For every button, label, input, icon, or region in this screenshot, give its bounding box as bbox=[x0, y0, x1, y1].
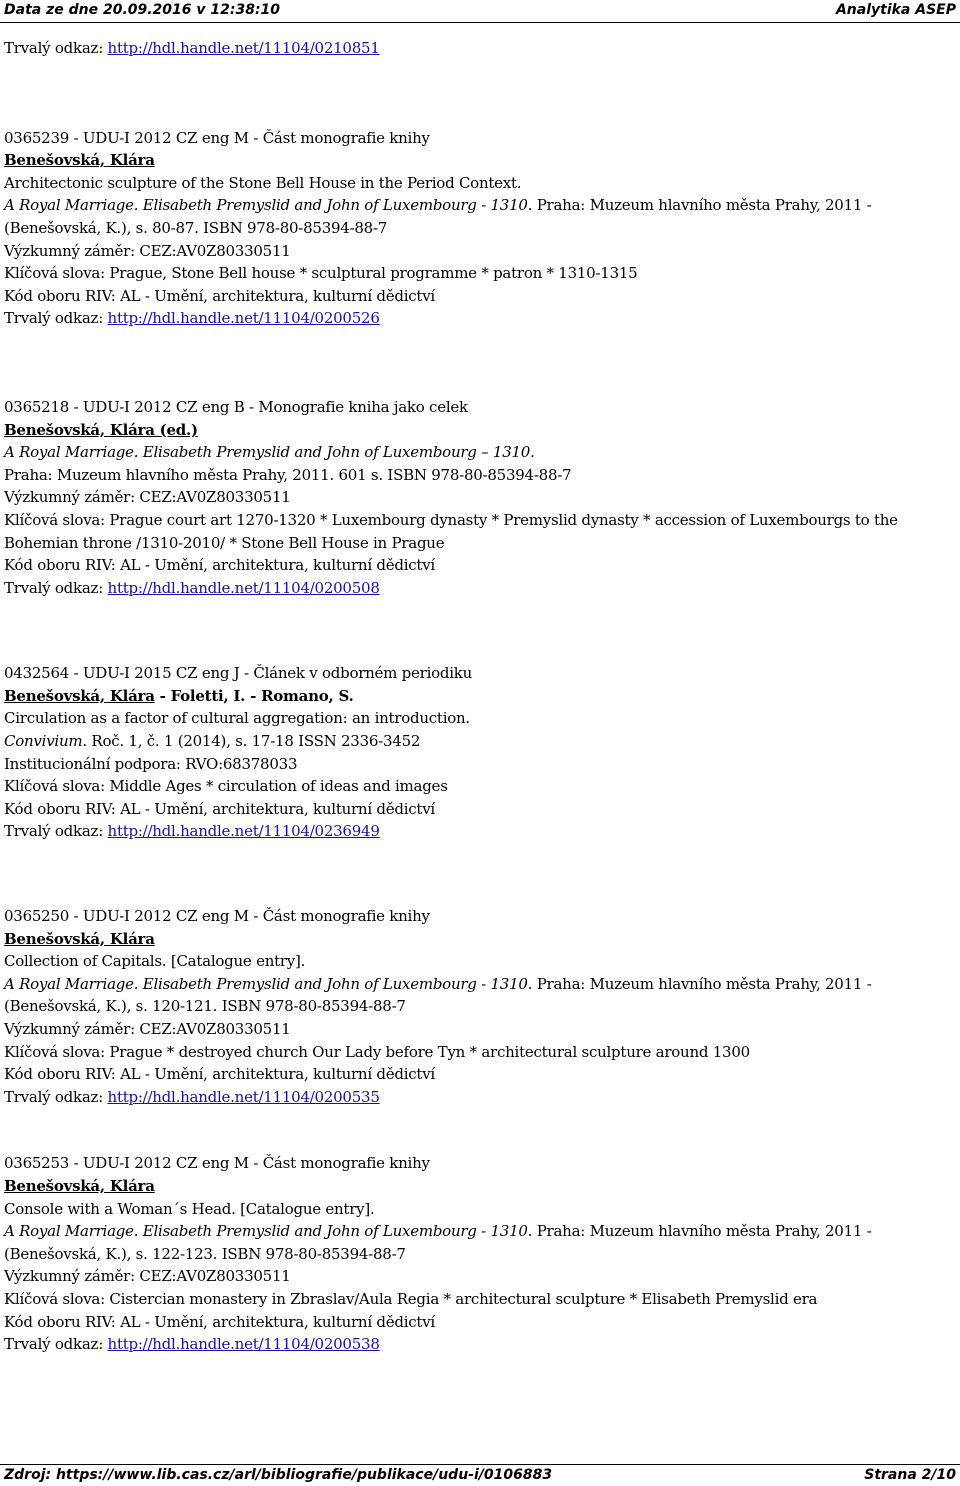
page-number: Strana 2/10 bbox=[864, 1467, 956, 1483]
bibliography-list bbox=[4, 37, 956, 1356]
record-title: Collection of Capitals. [Catalogue entry]. bbox=[4, 952, 306, 971]
permalink-url[interactable]: http://hdl.handle.net/11104/0200538 bbox=[107, 1335, 380, 1354]
record-keywords: Klíčová slova: Middle Ages * circulation of ideas and images bbox=[4, 777, 448, 796]
record-title: Console with a Woman´s Head. [Catalogue entry]. bbox=[4, 1199, 375, 1218]
permalink-url[interactable]: http://hdl.handle.net/11104/0200526 bbox=[107, 309, 380, 328]
permalink-line bbox=[4, 307, 956, 330]
bibliography-record bbox=[4, 127, 956, 330]
permalink-line bbox=[4, 1333, 956, 1356]
record-riv: Kód oboru RIV: AL - Umění, architektura, kulturní dědictví bbox=[4, 286, 435, 305]
permalink-label: Trvalý odkaz: bbox=[4, 39, 104, 57]
permalink-url[interactable]: http://hdl.handle.net/11104/0210851 bbox=[107, 39, 380, 57]
record-author: Benešovská, Klára (ed.) bbox=[4, 420, 198, 439]
record-keywords: Klíčová slova: Prague * destroyed church Our Lady before Tyn * architectural sculpture around 1300 bbox=[4, 1042, 750, 1061]
bibliography-record bbox=[4, 1152, 956, 1355]
permalink-line bbox=[4, 1086, 956, 1109]
bibliography-record bbox=[4, 905, 956, 1108]
record-keywords: Klíčová slova: Cistercian monastery in Zbraslav/Aula Regia * architectural sculpture * Elisabeth Premyslid era bbox=[4, 1289, 818, 1308]
record-id: 0365218 - UDU-I 2012 CZ eng B - Monografie kniha jako celek bbox=[4, 397, 468, 416]
record-source-cont: (Benešovská, K.), s. 80-87. ISBN 978-80-85394-88-7 bbox=[4, 218, 388, 237]
record-keywords: Klíčová slova: Prague, Stone Bell house * sculptural programme * patron * 1310-1315 bbox=[4, 264, 638, 283]
record-project: Výzkumný záměr: CEZ:AV0Z80330511 bbox=[4, 488, 291, 507]
record-id: 0365239 - UDU-I 2012 CZ eng M - Část monografie knihy bbox=[4, 128, 430, 147]
record-support: Institucionální podpora: RVO:68378033 bbox=[4, 754, 298, 773]
permalink-line bbox=[4, 37, 956, 60]
record-author: Benešovská, Klára bbox=[4, 686, 155, 705]
export-date: Data ze dne 20.09.2016 v 12:38:10 bbox=[4, 2, 281, 18]
record-riv: Kód oboru RIV: AL - Umění, architektura, kulturní dědictví bbox=[4, 1065, 435, 1084]
record-source: A Royal Marriage. Elisabeth Premyslid and John of Luxembourg - 1310. Praha: Muzeum hlavního města Prahy, 2011 - bbox=[4, 196, 872, 215]
record-keywords-cont: Bohemian throne /1310-2010/ * Stone Bell House in Prague bbox=[4, 533, 445, 552]
record-id: 0365253 - UDU-I 2012 CZ eng M - Část monografie knihy bbox=[4, 1154, 430, 1173]
record-source: A Royal Marriage. Elisabeth Premyslid and John of Luxembourg - 1310. Praha: Muzeum hlavního města Prahy, 2011 - bbox=[4, 974, 872, 993]
record-riv: Kód oboru RIV: AL - Umění, architektura, kulturní dědictví bbox=[4, 1312, 435, 1331]
permalink-url[interactable]: http://hdl.handle.net/11104/0236949 bbox=[107, 822, 380, 841]
record-project: Výzkumný záměr: CEZ:AV0Z80330511 bbox=[4, 1020, 291, 1038]
bibliography-record bbox=[4, 396, 956, 599]
record-publication: Praha: Muzeum hlavního města Prahy, 2011. 601 s. ISBN 978-80-85394-88-7 bbox=[4, 465, 572, 484]
page-footer bbox=[0, 1464, 960, 1486]
permalink-label: Trvalý odkaz: bbox=[4, 1335, 104, 1354]
record-riv: Kód oboru RIV: AL - Umění, architektura, kulturní dědictví bbox=[4, 556, 435, 575]
record-author: Benešovská, Klára bbox=[4, 929, 155, 948]
record-id: 0432564 - UDU-I 2015 CZ eng J - Článek v odborném periodiku bbox=[4, 664, 473, 683]
record-title: Circulation as a factor of cultural aggregation: an introduction. bbox=[4, 709, 470, 728]
record-title: Architectonic sculpture of the Stone Bell House in the Period Context. bbox=[4, 173, 522, 192]
permalink-url[interactable]: http://hdl.handle.net/11104/0200535 bbox=[107, 1087, 380, 1106]
record-author: Benešovská, Klára bbox=[4, 1176, 155, 1195]
report-name: Analytika ASEP bbox=[835, 2, 956, 18]
permalink-line bbox=[4, 820, 956, 843]
record-project: Výzkumný záměr: CEZ:AV0Z80330511 bbox=[4, 241, 291, 260]
source-url: Zdroj: https://www.lib.cas.cz/arl/bibliografie/publikace/udu-i/0106883 bbox=[4, 1467, 553, 1483]
record-project: Výzkumný záměr: CEZ:AV0Z80330511 bbox=[4, 1267, 291, 1286]
record-journal: Convivium. Roč. 1, č. 1 (2014), s. 17-18 ISSN 2336-3452 bbox=[4, 732, 421, 751]
permalink-label: Trvalý odkaz: bbox=[4, 309, 104, 328]
permalink-label: Trvalý odkaz: bbox=[4, 578, 104, 597]
record-riv: Kód oboru RIV: AL - Umění, architektura, kulturní dědictví bbox=[4, 799, 435, 818]
record-id: 0365250 - UDU-I 2012 CZ eng M - Část monografie knihy bbox=[4, 907, 430, 926]
record-author: Benešovská, Klára bbox=[4, 151, 155, 170]
record-coauthors: - Foletti, I. - Romano, S. bbox=[154, 686, 354, 705]
record-title: A Royal Marriage. Elisabeth Premyslid and John of Luxembourg – 1310. bbox=[4, 443, 535, 462]
permalink-label: Trvalý odkaz: bbox=[4, 822, 104, 841]
permalink-line bbox=[4, 577, 956, 600]
permalink-label: Trvalý odkaz: bbox=[4, 1087, 104, 1106]
record-source: A Royal Marriage. Elisabeth Premyslid and John of Luxembourg - 1310. Praha: Muzeum hlavního města Prahy, 2011 - bbox=[4, 1222, 872, 1241]
bibliography-record bbox=[4, 662, 956, 843]
page-header bbox=[0, 0, 960, 23]
record-source-cont: (Benešovská, K.), s. 122-123. ISBN 978-80-85394-88-7 bbox=[4, 1244, 406, 1263]
record-keywords: Klíčová slova: Prague court art 1270-1320 * Luxembourg dynasty * Premyslid dynasty * accession of Luxembourgs to the bbox=[4, 510, 898, 529]
record-source-cont: (Benešovská, K.), s. 120-121. ISBN 978-80-85394-88-7 bbox=[4, 997, 406, 1016]
permalink-url[interactable]: http://hdl.handle.net/11104/0200508 bbox=[107, 578, 380, 597]
